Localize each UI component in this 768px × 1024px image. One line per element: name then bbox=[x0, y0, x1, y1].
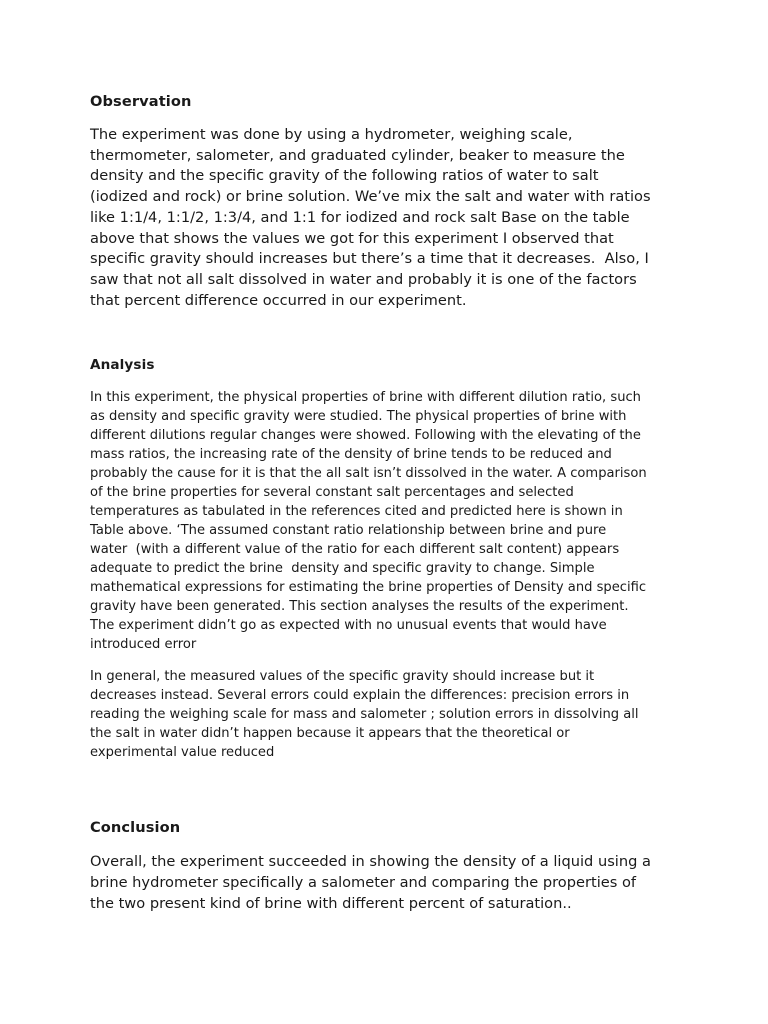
paragraph-line: In this experiment, the physical properties of brine with different dilution ratio, such bbox=[90, 390, 641, 405]
paragraph-line: The experiment didn’t go as expected with no unusual events that would have bbox=[90, 618, 607, 633]
paragraph-line: different dilutions regular changes were showed. Following with the elevating of the bbox=[90, 428, 641, 443]
paragraph-line: adequate to predict the brine density and specific gravity to change. Simple bbox=[90, 561, 595, 576]
paragraph-line: In general, the measured values of the specific gravity should increase but it bbox=[90, 669, 595, 684]
paragraph-line: decreases instead. Several errors could explain the differences: precision errors in bbox=[90, 688, 630, 703]
paragraph-line: mass ratios, the increasing rate of the density of brine tends to be reduced and bbox=[90, 447, 612, 462]
paragraph-line: the two present kind of brine with different percent of saturation.. bbox=[90, 895, 572, 912]
paragraph-line: specific gravity should increases but there’s a time that it decreases. Also, I bbox=[90, 250, 649, 267]
conclusion-heading: Conclusion bbox=[90, 819, 181, 836]
paragraph-line: as density and specific gravity were studied. The physical properties of brine with bbox=[90, 409, 627, 424]
paragraph-line: Table above. ‘The assumed constant ratio relationship between brine and pure bbox=[90, 523, 607, 538]
observation-heading: Observation bbox=[90, 93, 192, 110]
paragraph-line: gravity have been generated. This section analyses the results of the experiment. bbox=[90, 599, 629, 614]
paragraph-line: mathematical expressions for estimating the brine properties of Density and specific bbox=[90, 580, 647, 595]
paragraph-line: introduced error bbox=[90, 637, 197, 652]
paragraph-line: saw that not all salt dissolved in water and probably it is one of the factors bbox=[90, 271, 637, 288]
paragraph-line: The experiment was done by using a hydrometer, weighing scale, bbox=[90, 126, 573, 143]
paragraph-line: density and the specific gravity of the following ratios of water to salt bbox=[90, 167, 599, 184]
paragraph-line: (iodized and rock) or brine solution. We’ve mix the salt and water with ratios bbox=[90, 188, 651, 205]
paragraph-line: probably the cause for it is that the all salt isn’t dissolved in the water. A comparison bbox=[90, 466, 647, 481]
paragraph-line: water (with a different value of the ratio for each different salt content) appears bbox=[90, 542, 620, 557]
paragraph-line: thermometer, salometer, and graduated cylinder, beaker to measure the bbox=[90, 147, 625, 164]
paragraph-line: temperatures as tabulated in the references cited and predicted here is shown in bbox=[90, 504, 623, 519]
analysis-heading: Analysis bbox=[90, 357, 155, 373]
paragraph-line: Overall, the experiment succeeded in showing the density of a liquid using a bbox=[90, 853, 651, 870]
paragraph-line: of the brine properties for several constant salt percentages and selected bbox=[90, 485, 574, 500]
paragraph-line: reading the weighing scale for mass and salometer ; solution errors in dissolving all bbox=[90, 707, 639, 722]
paragraph-line: above that shows the values we got for this experiment I observed that bbox=[90, 230, 614, 247]
paragraph-line: brine hydrometer specifically a salometer and comparing the properties of bbox=[90, 874, 637, 891]
paragraph-line: experimental value reduced bbox=[90, 745, 275, 760]
paragraph-line: that percent difference occurred in our experiment. bbox=[90, 292, 467, 309]
paragraph-line: like 1:1/4, 1:1/2, 1:3/4, and 1:1 for iodized and rock salt Base on the table bbox=[90, 209, 630, 226]
paragraph-line: the salt in water didn’t happen because it appears that the theoretical or bbox=[90, 726, 570, 741]
